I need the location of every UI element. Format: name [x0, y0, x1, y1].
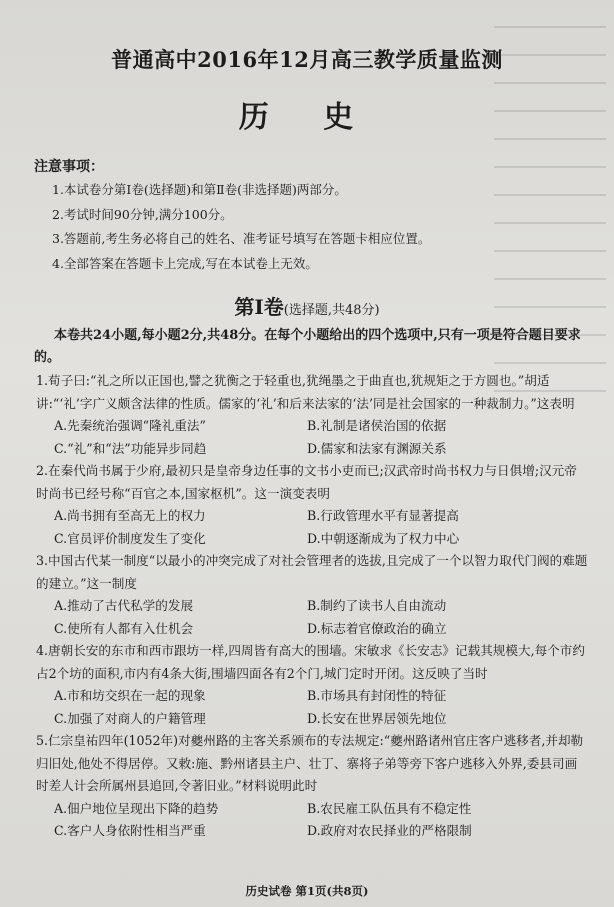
- option-c: C.“礼”和“法”功能异步同趋: [54, 440, 207, 456]
- option-a: A.市和坊交织在一起的现象: [54, 688, 206, 703]
- exam-title: 普通高中2016年12月高三教学质量监测: [111, 47, 503, 72]
- question-stem: 4.唐朝长安的东市和西市跟坊一样,四周皆有高大的围墙。宋敏求《长安志》记载其规模大,每个市约占2个坊的面积,市内有4条大街,围墙四面各有2个门,城门定时开闭。这反映了当时: [36, 643, 585, 681]
- option-c: C.官员评价制度发生了变化: [54, 530, 206, 546]
- section-subtitle: (选择题,共48分): [283, 303, 380, 318]
- option-c: C.客户人身依附性相当严重: [54, 823, 206, 838]
- question-options: [36, 798, 588, 843]
- option-d: D.中朝逐渐成为了权力中心: [307, 530, 460, 546]
- section-heading: [0, 291, 614, 320]
- option-b: B.制约了读书人自由流动: [307, 598, 447, 613]
- notes-list: [52, 178, 430, 276]
- question-5: [36, 730, 588, 843]
- option-d: D.政府对农民择业的严格限制: [307, 823, 472, 838]
- question-stem: 3.中国古代某一制度“以最小的冲突完成了对社会管理者的选拔,且完成了一个以智力取代门阀的难题的建立。”这一制度: [36, 553, 588, 591]
- notes-heading: 注意事项：: [34, 159, 104, 175]
- notes-item: 3.答题前,考生务必将自己的姓名、准考证号填写在答题卡相应位置。: [52, 231, 431, 246]
- option-b: B.行政管理水平有显著提高: [307, 508, 459, 523]
- option-d: D.儒家和法家有渊源关系: [307, 440, 447, 456]
- page-footer: 历史试卷 第1页(共8页): [245, 884, 369, 898]
- subject-title: 历 史: [238, 100, 376, 135]
- question-stem: 5.仁宗皇祐四年(1052年)对夔州路的主客关系颁布的专法规定:“夔州路诸州官庄客户逃移者,并却勒归旧处,他处不得居停。又敕:施、黔州诸县主户、壮丁、寨将子弟等旁下客户逃移入外界,委县司画时差人计会所属州县追回,令著旧业。”材料说明此时: [36, 733, 584, 793]
- option-b: B.礼制是诸侯治国的依据: [307, 418, 447, 433]
- question-1: [36, 370, 588, 460]
- option-d: D.标志着官僚政治的确立: [307, 620, 447, 636]
- question-stem: 1.荀子曰:“礼之所以正国也,譬之犹衡之于轻重也,犹绳墨之于曲直也,犹规矩之于方圆也。”胡适讲:“‘礼’字广义颇含法律的性质。儒家的‘礼’和后来法家的‘法’同是社会国家的一种裁制力。”这表明: [36, 373, 575, 411]
- option-c: C.加强了对商人的户籍管理: [54, 710, 206, 726]
- question-options: [36, 685, 588, 730]
- notes-item: 2.考试时间90分钟,满分100分。: [52, 206, 233, 222]
- notes-item: 1.本试卷分第Ⅰ卷(选择题)和第Ⅱ卷(非选择题)两部分。: [52, 182, 347, 197]
- question-options: [36, 595, 588, 640]
- option-a: A.先秦统治强调“隆礼重法”: [54, 418, 206, 433]
- option-a: A.尚书拥有至高无上的权力: [54, 508, 206, 523]
- question-2: [36, 460, 588, 550]
- question-3: [36, 550, 588, 640]
- option-b: B.农民雇工队伍具有不稳定性: [307, 800, 472, 816]
- question-stem: 2.在秦代尚书属于少府,最初只是皇帝身边任事的文书小吏而已;汉武帝时尚书权力与日俱增;汉元帝时尚书已经号称“百官之本,国家枢机”。这一演变表明: [36, 463, 577, 501]
- question-options: [36, 415, 588, 460]
- notes-item: 4.全部答案在答题卡上完成,写在本试卷上无效。: [52, 255, 318, 271]
- option-d: D.长安在世界居领先地位: [307, 710, 447, 726]
- option-b: B.市场具有封闭性的特征: [307, 688, 447, 703]
- option-c: C.使所有人都有入仕机会: [54, 620, 194, 636]
- option-a: A.佃户地位呈现出下降的趋势: [54, 800, 219, 816]
- question-list: [36, 370, 588, 843]
- question-4: [36, 640, 588, 730]
- section-intro: 本卷共24小题,每小题2分,共48分。在每个小题给出的四个选项中,只有一项是符合题目要求的。: [34, 328, 581, 365]
- section-title: 第Ⅰ卷: [234, 295, 284, 319]
- option-a: A.推动了古代私学的发展: [54, 598, 194, 613]
- question-options: [36, 505, 588, 550]
